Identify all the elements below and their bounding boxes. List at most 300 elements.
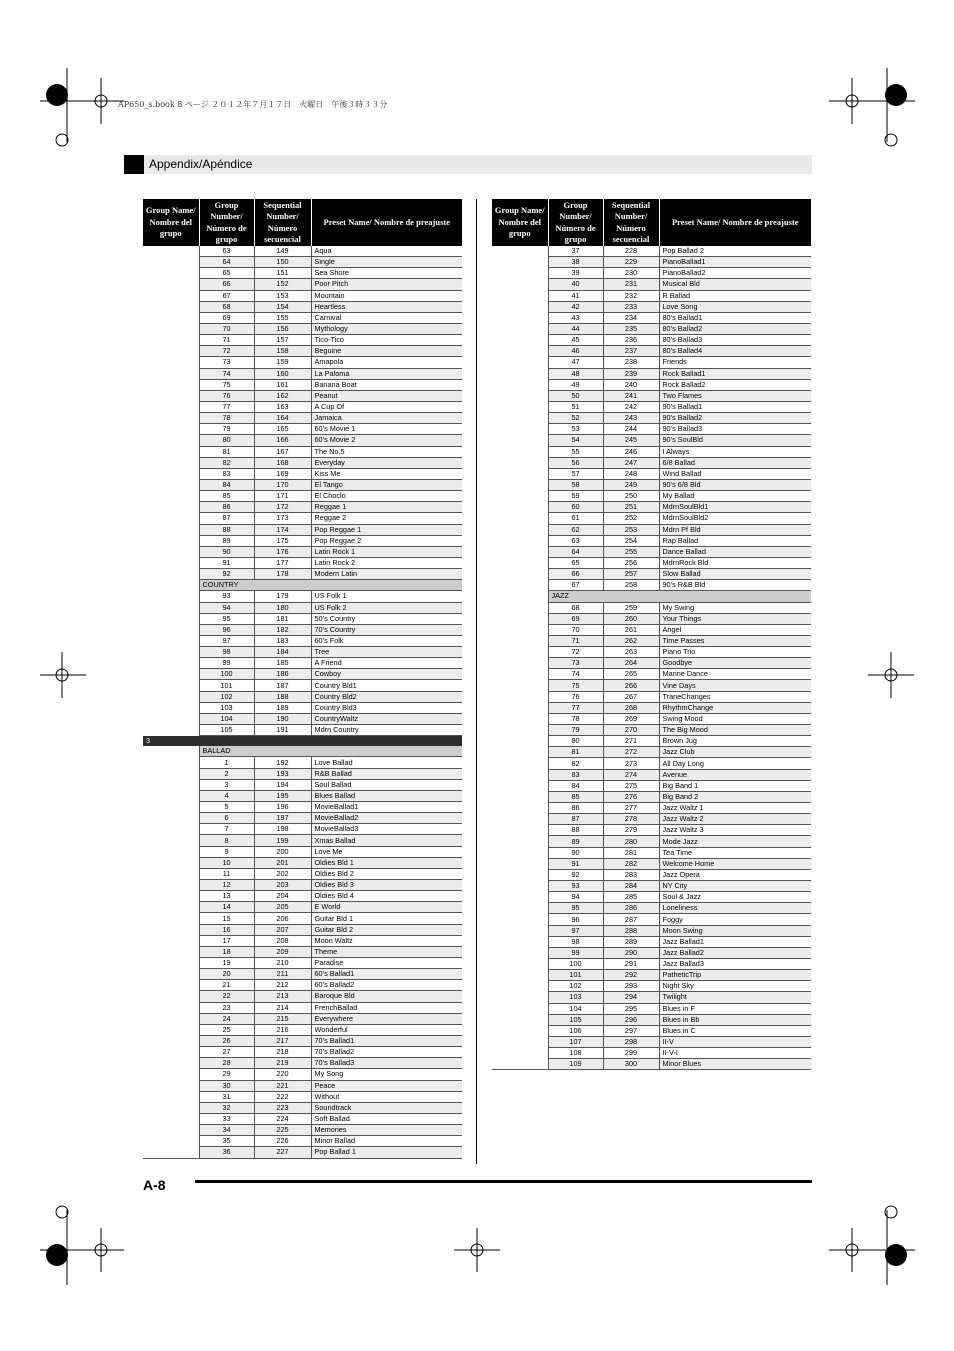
table-row: [492, 914, 811, 925]
col-group-name: Group Name/ Nombre del grupo: [492, 199, 548, 246]
table-row: [143, 713, 462, 724]
table-row: [492, 925, 811, 936]
preset-name: 80’s Ballad4: [659, 346, 811, 357]
preset-name: Peanut: [311, 390, 462, 401]
group-cell: [492, 914, 548, 925]
sequential-number: 225: [254, 1125, 311, 1136]
group-cell: [143, 246, 199, 257]
table-row: [143, 323, 462, 334]
group-number: 105: [199, 725, 254, 736]
sequential-number: 299: [603, 1048, 659, 1059]
group-cell: [143, 535, 199, 546]
sequential-number: 241: [603, 390, 659, 401]
preset-name: Pop Ballad 2: [659, 246, 811, 257]
preset-name: Love Song: [659, 301, 811, 312]
group-cell: [143, 1013, 199, 1024]
table-row: [143, 569, 462, 580]
preset-name: Reggae 1: [311, 502, 462, 513]
preset-name: Goodbye: [659, 658, 811, 669]
preset-name: 90’s Ballad1: [659, 401, 811, 412]
group-number: 71: [199, 335, 254, 346]
preset-name: MovieBallad3: [311, 824, 462, 835]
table-row: [492, 669, 811, 680]
table-row: [492, 546, 811, 557]
preset-name: Amapola: [311, 357, 462, 368]
group-number: 91: [199, 557, 254, 568]
preset-name: Soul & Jazz: [659, 892, 811, 903]
sequential-number: 171: [254, 491, 311, 502]
preset-name: II-V: [659, 1036, 811, 1047]
table-row: [492, 457, 811, 468]
preset-name: 70’s Country: [311, 624, 462, 635]
preset-name: Love Me: [311, 846, 462, 857]
group-number: 62: [548, 524, 603, 535]
sequential-number: 263: [603, 647, 659, 658]
group-number: 43: [548, 312, 603, 323]
sequential-number: 270: [603, 725, 659, 736]
sequential-number: 152: [254, 279, 311, 290]
group-cell: [143, 335, 199, 346]
group-cell: [492, 769, 548, 780]
group-cell: [143, 980, 199, 991]
group-cell: [143, 958, 199, 969]
group-number: 96: [199, 624, 254, 635]
table-row: [492, 725, 811, 736]
group-number: 52: [548, 413, 603, 424]
group-number: 100: [548, 959, 603, 970]
preset-name: 80’s Ballad1: [659, 312, 811, 323]
group-cell: [143, 502, 199, 513]
sequential-number: 249: [603, 479, 659, 490]
sequential-number: 219: [254, 1058, 311, 1069]
group-cell: [143, 1069, 199, 1080]
table-row: [143, 1147, 462, 1158]
preset-name: Blues in C: [659, 1025, 811, 1036]
table-row: [143, 691, 462, 702]
table-row: [492, 702, 811, 713]
sequential-number: 252: [603, 513, 659, 524]
group-number: 40: [548, 279, 603, 290]
table-row: [143, 702, 462, 713]
section-header: [124, 155, 812, 174]
col-preset-name: Preset Name/ Nombre de preajuste: [659, 199, 811, 246]
preset-name: Baroque Bld: [311, 991, 462, 1002]
preset-name: Jazz Waltz 1: [659, 803, 811, 814]
group-number: 29: [199, 1069, 254, 1080]
preset-name: MovieBallad1: [311, 802, 462, 813]
group-number: 3: [199, 779, 254, 790]
group-cell: [143, 268, 199, 279]
group-cell: [143, 1113, 199, 1124]
preset-name: MdrnSoulBld2: [659, 513, 811, 524]
preset-name: Friends: [659, 357, 811, 368]
group-number: 20: [199, 969, 254, 980]
group-number: 109: [548, 1059, 603, 1070]
sequential-number: 237: [603, 346, 659, 357]
table-row: [492, 346, 811, 357]
group-number: 101: [548, 970, 603, 981]
table-row: [143, 680, 462, 691]
group-cell: [492, 624, 548, 635]
group-number: 90: [548, 847, 603, 858]
category-label: JAZZ: [548, 591, 811, 602]
table-row: [492, 513, 811, 524]
table-row: [492, 580, 811, 591]
table-row: [492, 992, 811, 1003]
group-cell: [492, 925, 548, 936]
group-number: 63: [548, 535, 603, 546]
sequential-number: 283: [603, 869, 659, 880]
group-number: 81: [548, 747, 603, 758]
group-cell: [143, 323, 199, 334]
group-number: 18: [199, 946, 254, 957]
group-cell: [492, 1036, 548, 1047]
preset-name: Country Bld2: [311, 691, 462, 702]
category-label: COUNTRY: [199, 580, 462, 591]
table-row: [143, 902, 462, 913]
preset-name: Jazz Opera: [659, 869, 811, 880]
preset-name: Oldies Bld 1: [311, 857, 462, 868]
table-row: [143, 813, 462, 824]
sequential-number: 196: [254, 802, 311, 813]
sequential-number: 279: [603, 825, 659, 836]
sequential-number: 257: [603, 569, 659, 580]
group-number: 81: [199, 446, 254, 457]
table-row: [492, 446, 811, 457]
table-row: [492, 858, 811, 869]
sequential-number: 247: [603, 457, 659, 468]
group-cell: [492, 836, 548, 847]
table-row: [143, 924, 462, 935]
sequential-number: 208: [254, 935, 311, 946]
table-row: [143, 435, 462, 446]
group-number: 89: [199, 535, 254, 546]
group-cell: [143, 1125, 199, 1136]
group-number: 96: [548, 914, 603, 925]
group-number: 82: [199, 457, 254, 468]
preset-name: Country Bld1: [311, 680, 462, 691]
group-number: 26: [199, 1035, 254, 1046]
group-number: 91: [548, 858, 603, 869]
preset-name: 50’s Country: [311, 613, 462, 624]
preset-name: RhythmChange: [659, 702, 811, 713]
group-cell: [143, 446, 199, 457]
group-number: 76: [548, 691, 603, 702]
preset-name: Rap Ballad: [659, 535, 811, 546]
sequential-number: 220: [254, 1069, 311, 1080]
table-row: [492, 323, 811, 334]
sequential-number: 272: [603, 747, 659, 758]
table-row: [492, 301, 811, 312]
preset-name: Big Band 1: [659, 780, 811, 791]
group-number: 22: [199, 991, 254, 1002]
table-row: [492, 312, 811, 323]
sequential-number: 200: [254, 846, 311, 857]
group-cell: [492, 780, 548, 791]
sequential-number: 181: [254, 613, 311, 624]
group-cell: [492, 524, 548, 535]
group-cell: [143, 1024, 199, 1035]
group-cell: [492, 992, 548, 1003]
group-number: 42: [548, 301, 603, 312]
group-number: 44: [548, 323, 603, 334]
table-row: [143, 935, 462, 946]
group-number: 101: [199, 680, 254, 691]
group-cell: [492, 814, 548, 825]
table-row: [143, 802, 462, 813]
table-row: [143, 768, 462, 779]
group-cell: [492, 569, 548, 580]
table-row: [143, 613, 462, 624]
group-number: 93: [548, 881, 603, 892]
group-cell: [143, 846, 199, 857]
sequential-number: 153: [254, 290, 311, 301]
sequential-number: 184: [254, 647, 311, 658]
sequential-number: 163: [254, 401, 311, 412]
table-row: [143, 958, 462, 969]
sequential-number: 297: [603, 1025, 659, 1036]
table-row: [492, 892, 811, 903]
group-number: 25: [199, 1024, 254, 1035]
group-number: 66: [199, 279, 254, 290]
sequential-number: 192: [254, 757, 311, 768]
group-cell: [143, 413, 199, 424]
preset-name: Mountain: [311, 290, 462, 301]
preset-name: Blues in F: [659, 1003, 811, 1014]
group-number: 76: [199, 390, 254, 401]
preset-name: Sea Shore: [311, 268, 462, 279]
table-row: [143, 1058, 462, 1069]
preset-name: Slow Ballad: [659, 569, 811, 580]
preset-name: Wonderful: [311, 1024, 462, 1035]
sequential-number: 298: [603, 1036, 659, 1047]
preset-name: 70’s Ballad3: [311, 1058, 462, 1069]
group-cell: [492, 424, 548, 435]
group-cell: [492, 947, 548, 958]
sequential-number: 242: [603, 401, 659, 412]
preset-name: Mdrn Country: [311, 725, 462, 736]
group-cell: [143, 1047, 199, 1058]
preset-name: Guitar Bld 1: [311, 913, 462, 924]
group-number: 27: [199, 1047, 254, 1058]
sequential-number: 207: [254, 924, 311, 935]
table-row: [492, 524, 811, 535]
group-cell: [492, 725, 548, 736]
group-number: 45: [548, 335, 603, 346]
group-cell: [143, 790, 199, 801]
sequential-number: 167: [254, 446, 311, 457]
preset-name: Wind Ballad: [659, 468, 811, 479]
group-cell: [143, 969, 199, 980]
sequential-number: 201: [254, 857, 311, 868]
group-number: 89: [548, 836, 603, 847]
preset-name: 60’s Ballad2: [311, 980, 462, 991]
group-number: 80: [548, 736, 603, 747]
table-row: [492, 257, 811, 268]
preset-name: A Cup Of: [311, 401, 462, 412]
sequential-number: 251: [603, 502, 659, 513]
preset-name: The No.5: [311, 446, 462, 457]
group-cell: [143, 924, 199, 935]
group-number: 2: [199, 768, 254, 779]
table-row: [143, 1002, 462, 1013]
table-header: [143, 199, 462, 246]
group-number: 80: [199, 435, 254, 446]
col-preset-name: Preset Name/ Nombre de preajuste: [311, 199, 462, 246]
group-cell: [492, 268, 548, 279]
group-cell: [143, 1147, 199, 1158]
group-cell: [143, 401, 199, 412]
group-cell: [143, 802, 199, 813]
table-row: [492, 246, 811, 257]
sequential-number: 227: [254, 1147, 311, 1158]
group-cell: [143, 1091, 199, 1102]
sequential-number: 254: [603, 535, 659, 546]
preset-name: Heartless: [311, 301, 462, 312]
preset-name: Swing Mood: [659, 713, 811, 724]
group-cell: [492, 335, 548, 346]
group-cell: [143, 513, 199, 524]
page-number: A-8: [143, 1177, 166, 1193]
group-number: 7: [199, 824, 254, 835]
preset-name: NY City: [659, 881, 811, 892]
sequential-number: 259: [603, 602, 659, 613]
sequential-number: 277: [603, 803, 659, 814]
sequential-number: 260: [603, 613, 659, 624]
group-number: 87: [199, 513, 254, 524]
sequential-number: 161: [254, 379, 311, 390]
preset-name: Big Band 2: [659, 791, 811, 802]
table-row: [143, 535, 462, 546]
sequential-number: 185: [254, 658, 311, 669]
group-cell: [492, 1003, 548, 1014]
group-cell: [143, 580, 199, 591]
table-row: [492, 836, 811, 847]
table-row: [492, 947, 811, 958]
group-number: 106: [548, 1025, 603, 1036]
preset-name: Twilight: [659, 992, 811, 1003]
preset-name: Blues Ballad: [311, 790, 462, 801]
group-number: 68: [199, 301, 254, 312]
group-cell: [492, 513, 548, 524]
group-number: 28: [199, 1058, 254, 1069]
group-cell: [492, 446, 548, 457]
table-row: [492, 791, 811, 802]
preset-name: Moon Waltz: [311, 935, 462, 946]
sequential-number: 248: [603, 468, 659, 479]
group-cell: [492, 613, 548, 624]
table-row: [492, 825, 811, 836]
sequential-number: 286: [603, 903, 659, 914]
preset-name: US Folk 1: [311, 591, 462, 602]
table-row: [492, 869, 811, 880]
sequential-number: 285: [603, 892, 659, 903]
sequential-number: 230: [603, 268, 659, 279]
group-cell: [492, 702, 548, 713]
sequential-number: 224: [254, 1113, 311, 1124]
group-number: 14: [199, 902, 254, 913]
sequential-number: 222: [254, 1091, 311, 1102]
sequential-number: 156: [254, 323, 311, 334]
table-row: [143, 413, 462, 424]
sequential-number: 234: [603, 312, 659, 323]
table-row: [143, 1125, 462, 1136]
group-cell: [143, 647, 199, 658]
preset-name: Poor Pitch: [311, 279, 462, 290]
preset-name: Modern Latin: [311, 569, 462, 580]
table-row: [492, 379, 811, 390]
table-row: [492, 479, 811, 490]
sequential-number: 246: [603, 446, 659, 457]
preset-name: Reggae 2: [311, 513, 462, 524]
group-cell: [143, 779, 199, 790]
group-cell: [143, 835, 199, 846]
sequential-number: 190: [254, 713, 311, 724]
group-number: 59: [548, 491, 603, 502]
table-row: [143, 602, 462, 613]
group-number: 34: [199, 1125, 254, 1136]
preset-name: Time Passes: [659, 635, 811, 646]
group-cell: [492, 368, 548, 379]
sequential-number: 193: [254, 768, 311, 779]
group-number: 87: [548, 814, 603, 825]
group-number: 1: [199, 757, 254, 768]
table-row: [143, 891, 462, 902]
group-number: 104: [199, 713, 254, 724]
group-number: 73: [199, 357, 254, 368]
preset-name: Love Ballad: [311, 757, 462, 768]
group-cell: [492, 479, 548, 490]
sequential-number: 229: [603, 257, 659, 268]
sequential-number: 154: [254, 301, 311, 312]
table-row: [143, 546, 462, 557]
table-row: [492, 401, 811, 412]
preset-name: 90’s SoulBld: [659, 435, 811, 446]
table-row: [143, 268, 462, 279]
sequential-number: 175: [254, 535, 311, 546]
table-row: [492, 602, 811, 613]
preset-name: Rock Ballad1: [659, 368, 811, 379]
preset-name: Peace: [311, 1080, 462, 1091]
preset-name: Kiss Me: [311, 468, 462, 479]
preset-name: Pop Ballad 1: [311, 1147, 462, 1158]
sequential-number: 197: [254, 813, 311, 824]
group-cell: [143, 1058, 199, 1069]
sequential-number: 182: [254, 624, 311, 635]
group-number: 60: [548, 502, 603, 513]
table-row: [143, 279, 462, 290]
group-number: 78: [548, 713, 603, 724]
table-row: [492, 279, 811, 290]
sequential-number: 262: [603, 635, 659, 646]
sequential-number: 288: [603, 925, 659, 936]
preset-name: Tree: [311, 647, 462, 658]
table-row: [143, 390, 462, 401]
group-number: 102: [199, 691, 254, 702]
group-cell: [143, 768, 199, 779]
preset-name: Jazz Ballad2: [659, 947, 811, 958]
preset-name: Foggy: [659, 914, 811, 925]
group-cell: [143, 257, 199, 268]
sequential-number: 209: [254, 946, 311, 957]
category-row: [492, 591, 811, 602]
group-cell: [143, 991, 199, 1002]
group-cell: [492, 323, 548, 334]
preset-name: Country Bld3: [311, 702, 462, 713]
group-number: 93: [199, 591, 254, 602]
sequential-number: 216: [254, 1024, 311, 1035]
group-cell: [492, 758, 548, 769]
